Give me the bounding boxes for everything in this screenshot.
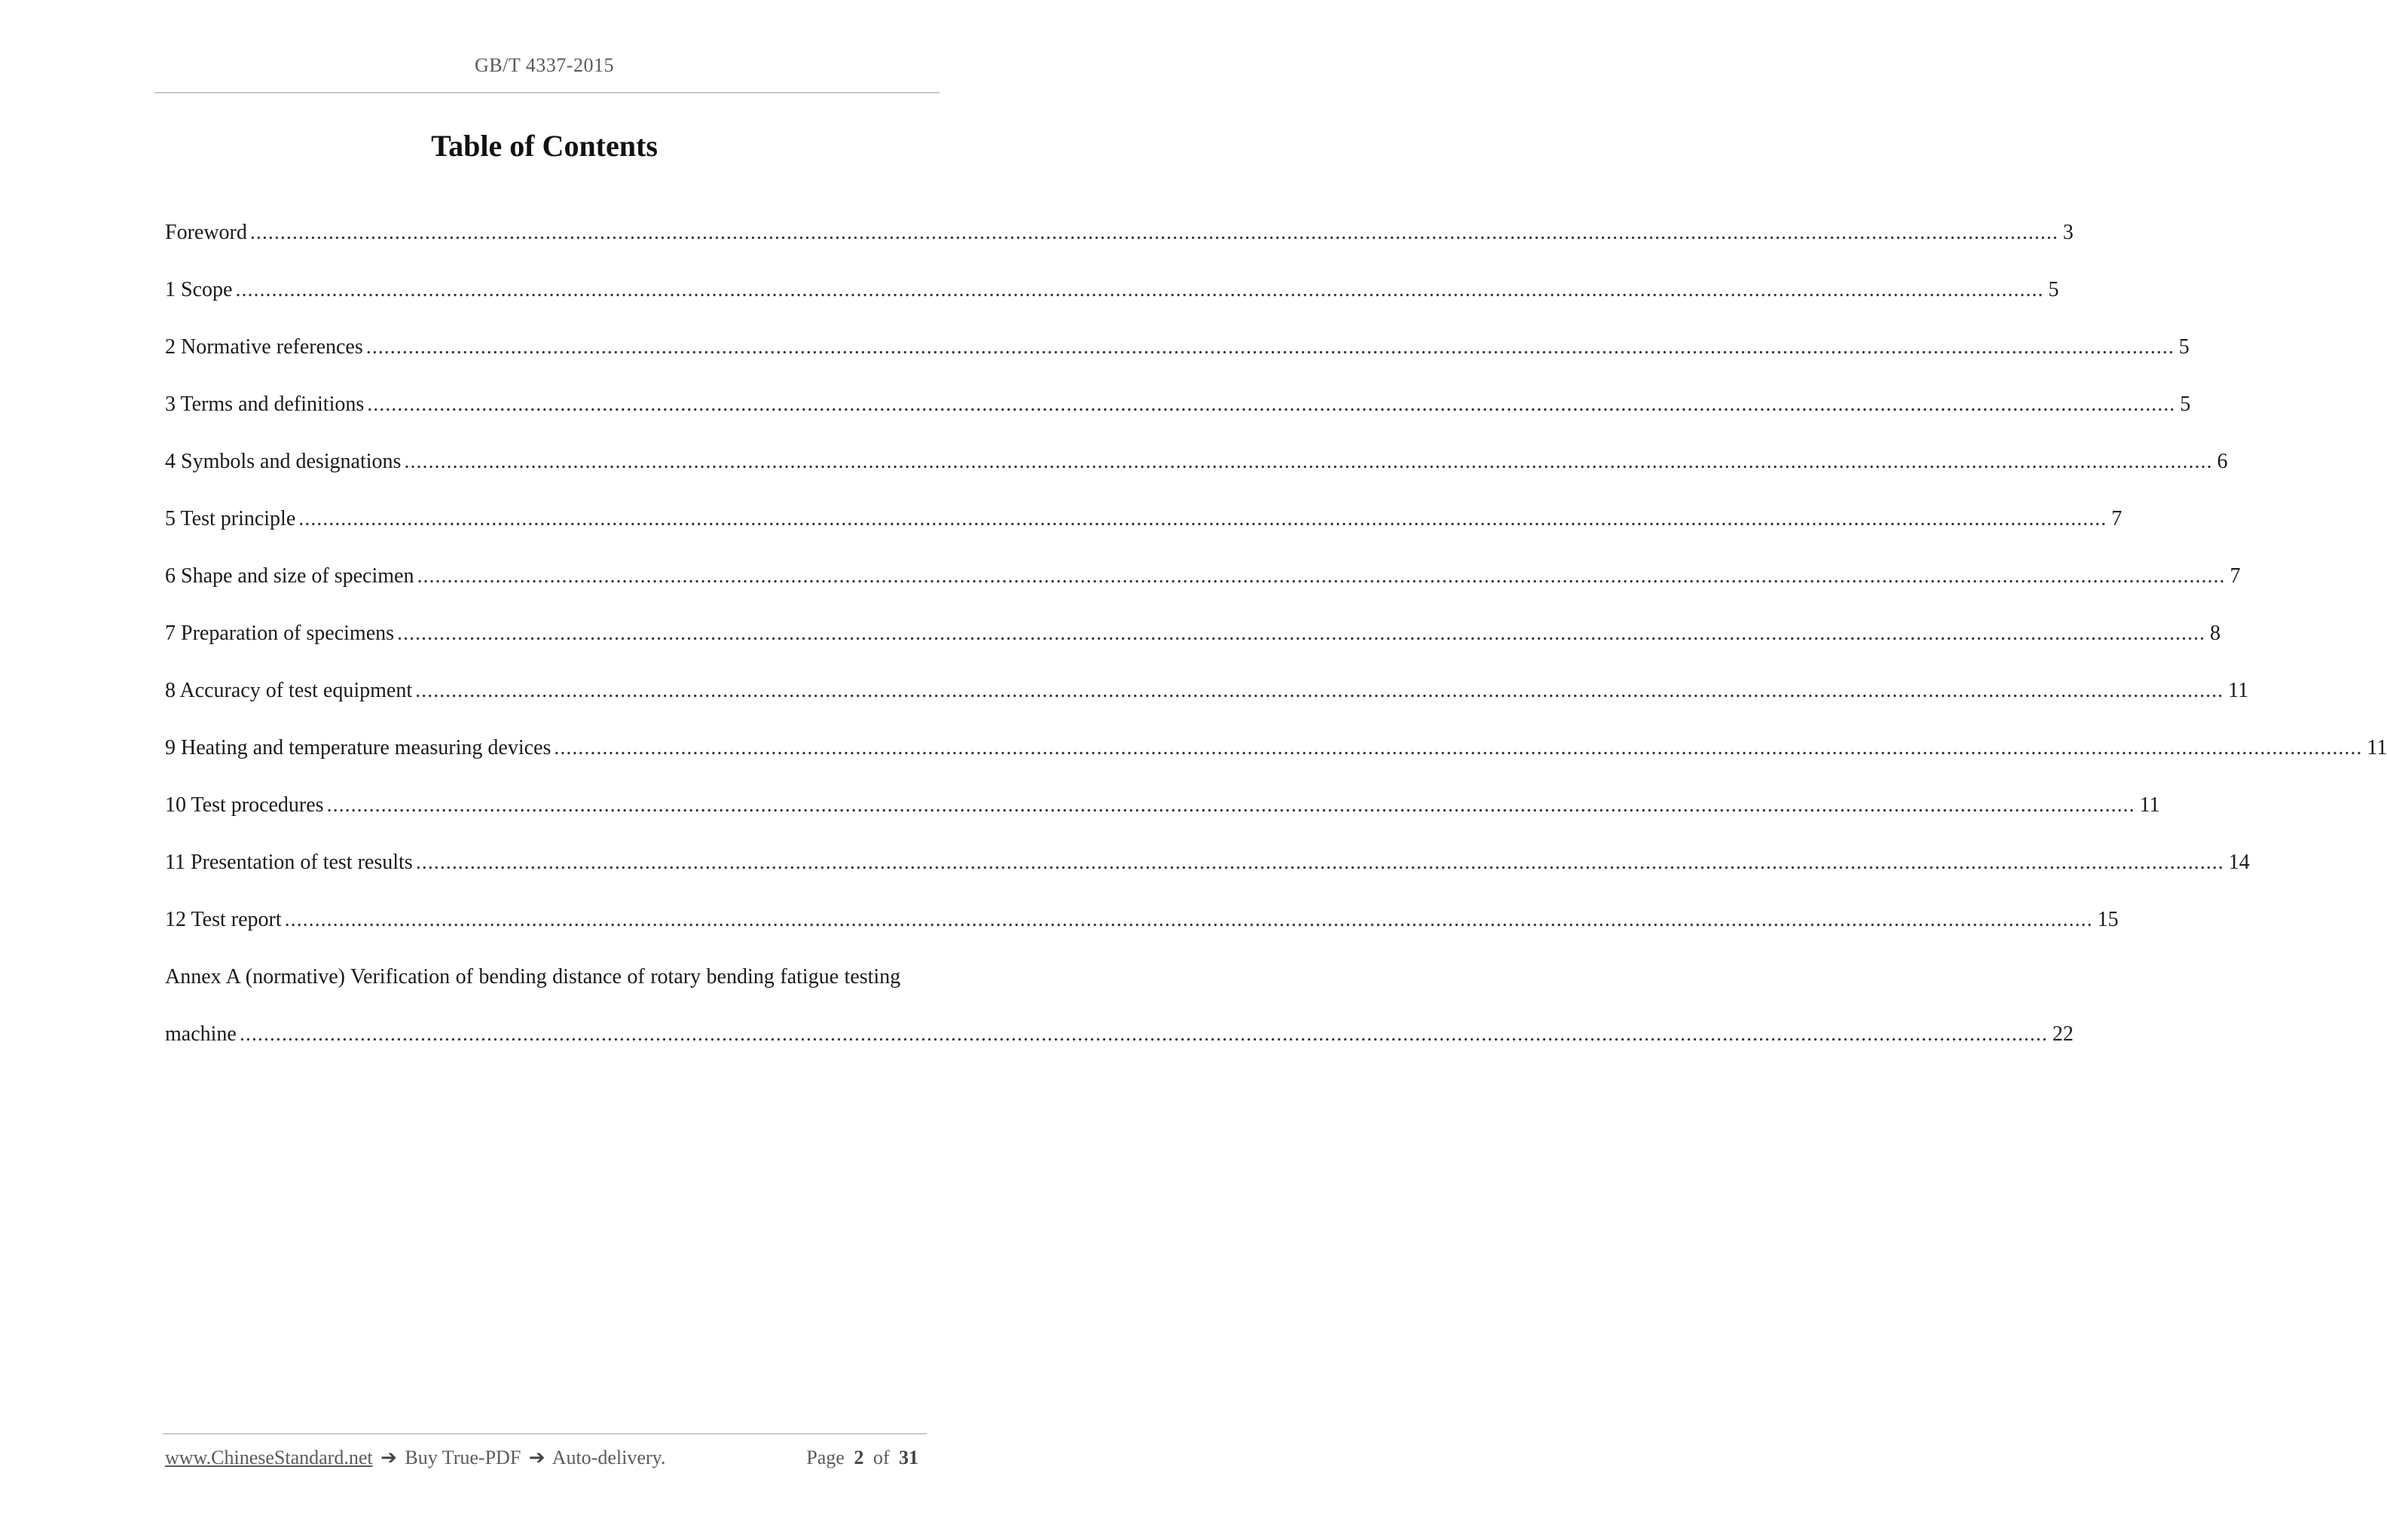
- toc-entry-test-principle[interactable]: [165, 500, 2123, 558]
- toc-entry-title: 1 Scope: [165, 278, 233, 301]
- current-page-number: 2: [854, 1447, 864, 1468]
- toc-leader-dots: ............................................................................................................................................................................................................................................................................................................: [239, 1022, 2048, 1046]
- toc-entry-title-line1: Annex A (normative) Verification of bending distance of rotary bending fatigue testing: [165, 965, 901, 988]
- toc-entry-scope[interactable]: [165, 271, 2059, 328]
- toc-entry-page: 8: [2210, 622, 2221, 645]
- toc-entry-title: 10 Test procedures: [165, 793, 324, 817]
- toc-entry-title: 2 Normative references: [165, 335, 363, 359]
- toc-entry-title: 9 Heating and temperature measuring devices: [165, 736, 552, 759]
- toc-entry-title: 12 Test report: [165, 908, 282, 931]
- toc-entry-page: 3: [2062, 221, 2074, 244]
- toc-entry-accuracy-of-test-equipment[interactable]: [165, 672, 2249, 729]
- toc-entry-presentation-of-results[interactable]: [165, 844, 2250, 901]
- toc-entry-page: 11: [2228, 679, 2249, 702]
- toc-entry-page: 5: [2048, 278, 2059, 301]
- toc-leader-dots: ............................................................................................................................................................................................................................................................................................................: [415, 851, 2224, 874]
- toc-entry-title: 4 Symbols and designations: [165, 450, 402, 473]
- toc-leader-dots: ............................................................................................................................................................................................................................................................................................................: [367, 393, 2176, 416]
- toc-entry-title: 3 Terms and definitions: [165, 393, 365, 416]
- toc-entry-page: 6: [2217, 450, 2228, 473]
- page-of-label: of: [873, 1447, 890, 1468]
- toc-entry-title: 11 Presentation of test results: [165, 851, 413, 874]
- buy-pdf-text: Buy True-PDF: [405, 1447, 521, 1468]
- toc-leader-dots: ............................................................................................................................................................................................................................................................................................................: [326, 793, 2135, 817]
- auto-delivery-text: Auto-delivery.: [552, 1447, 666, 1468]
- toc-entry-title: Foreword: [165, 221, 247, 244]
- toc-leader-dots: ............................................................................................................................................................................................................................................................................................................: [298, 507, 2107, 530]
- website-link[interactable]: www.ChineseStandard.net: [165, 1447, 373, 1468]
- toc-leader-dots: ............................................................................................................................................................................................................................................................................................................: [284, 908, 2093, 931]
- total-pages-number: 31: [899, 1447, 918, 1468]
- toc-entry-page: 7: [2111, 507, 2123, 530]
- toc-entry-test-report[interactable]: [165, 901, 2119, 958]
- toc-entry-foreword[interactable]: [165, 214, 2074, 271]
- toc-entry-title: 8 Accuracy of test equipment: [165, 679, 413, 702]
- toc-entry-title: 5 Test principle: [165, 507, 296, 530]
- toc-leader-dots: ............................................................................................................................................................................................................................................................................................................: [554, 736, 2363, 759]
- header-divider: [154, 92, 940, 93]
- toc-entry-page: 5: [2178, 335, 2190, 359]
- toc-entry-page: 5: [2180, 393, 2191, 416]
- arrow-right-icon: ➔: [381, 1447, 397, 1468]
- toc-entry-page: 7: [2230, 564, 2241, 588]
- document-code-header: GB/T 4337-2015: [475, 54, 614, 76]
- page-title: Table of Contents: [431, 129, 658, 163]
- toc-entry-test-procedures[interactable]: [165, 787, 2160, 844]
- toc-leader-dots: ............................................................................................................................................................................................................................................................................................................: [365, 335, 2175, 359]
- footer-divider: [163, 1433, 927, 1435]
- toc-leader-dots: ............................................................................................................................................................................................................................................................................................................: [417, 564, 2226, 588]
- footer-promo: [165, 1447, 665, 1469]
- toc-entry-title: 6 Shape and size of specimen: [165, 564, 414, 588]
- toc-leader-dots: ............................................................................................................................................................................................................................................................................................................: [397, 622, 2206, 645]
- page-counter: [806, 1447, 923, 1469]
- toc-entry-symbols-and-designations[interactable]: [165, 443, 2228, 500]
- arrow-right-icon: ➔: [528, 1447, 546, 1468]
- page-footer: [165, 1447, 923, 1469]
- toc-entry-preparation-of-specimens[interactable]: [165, 615, 2221, 672]
- toc-entry-terms-and-definitions[interactable]: [165, 386, 2191, 443]
- table-of-contents: [165, 214, 2387, 1073]
- toc-entry-page: 15: [2097, 908, 2119, 931]
- toc-leader-dots: ............................................................................................................................................................................................................................................................................................................: [235, 278, 2044, 301]
- toc-entry-page: 14: [2228, 851, 2250, 874]
- toc-entry-annex-a[interactable]: [165, 958, 931, 1016]
- toc-entry-page: 11: [2367, 736, 2387, 759]
- toc-entry-normative-references[interactable]: [165, 328, 2190, 386]
- toc-entry-page: 11: [2139, 793, 2160, 817]
- toc-leader-dots: ............................................................................................................................................................................................................................................................................................................: [415, 679, 2224, 702]
- toc-entry-heating-devices[interactable]: [165, 729, 2387, 787]
- toc-entry-title: 7 Preparation of specimens: [165, 622, 395, 645]
- toc-entry-annex-a-continued[interactable]: [165, 1016, 2074, 1073]
- toc-entry-shape-and-size[interactable]: [165, 558, 2241, 615]
- toc-leader-dots: ............................................................................................................................................................................................................................................................................................................: [249, 221, 2058, 244]
- page-label: Page: [806, 1447, 845, 1468]
- toc-leader-dots: ............................................................................................................................................................................................................................................................................................................: [404, 450, 2213, 473]
- toc-entry-page: 22: [2052, 1022, 2074, 1046]
- toc-entry-title-line2: machine: [165, 1022, 237, 1046]
